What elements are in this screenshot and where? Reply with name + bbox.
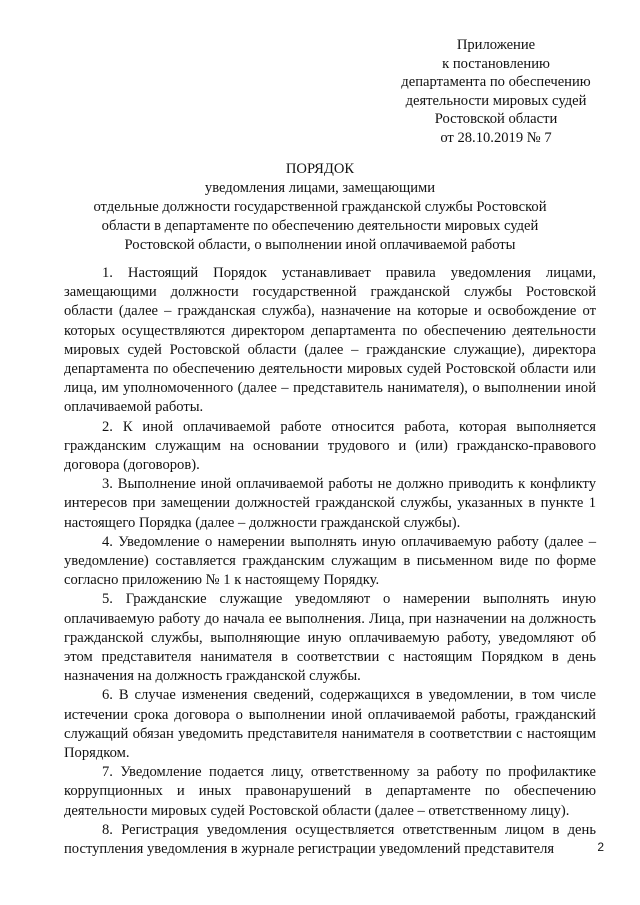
heading-line: отдельные должности государственной гражданской службы Ростовской bbox=[93, 199, 547, 215]
paragraph-4: 4. Уведомление о намерении выполнять иную оплачиваемую работу (далее – уведомление) составляется гражданским служащим в письменном виде по форме согласно приложению № 1 к настоящему Порядку. bbox=[64, 533, 596, 589]
appendix-line: от 28.10.2019 № 7 bbox=[440, 129, 552, 146]
document-body bbox=[64, 264, 596, 859]
paragraph-7: 7. Уведомление подается лицу, ответственному за работу по профилактике коррупционных и иных правонарушений в департаменте по обеспечению деятельности мировых судей Ростовской области (далее – ответственному лицу). bbox=[64, 764, 596, 819]
appendix-block bbox=[384, 36, 608, 148]
paragraph-2: 2. К иной оплачиваемой работе относится работа, которая выполняется гражданским служащим на основании трудового и (или) гражданско-правового договора (договоров). bbox=[64, 418, 596, 474]
paragraph-1: 1. Настоящий Порядок устанавливает правила уведомления лицами, замещающими должности государственной гражданской службы Ростовской области (далее – гражданская служба), назначение на которые и освобождение от которых осуществляются директором департамента по обеспечению деятельности мировых судей Ростовской области (далее – гражданские служащие), директора департамента по обеспечению деятельности мировых судей Ростовской области или лица, им уполномоченного (далее – представитель нанимателя), о выполнении иной оплачиваемой работы. bbox=[64, 265, 596, 416]
appendix-line: Ростовской области bbox=[434, 111, 558, 128]
appendix-line: деятельности мировых судей bbox=[405, 92, 587, 109]
appendix-line: Приложение bbox=[456, 37, 536, 53]
appendix-line: департамента по обеспечению bbox=[401, 74, 591, 91]
paragraph-5: 5. Гражданские служащие уведомляют о намерении выполнять иную оплачиваемую работу до начала ее выполнения. Лица, при назначении на должность гражданской службы, выполняющие иную оплачиваемую работу, уведомляют об этом представителя нанимателя в соответствии с настоящим Порядком в день назначения на должность гражданской службы. bbox=[64, 591, 596, 685]
document-heading bbox=[64, 160, 576, 255]
paragraph-6: 6. В случае изменения сведений, содержащихся в уведомлении, в том числе истечении срока договора о выполнении иной оплачиваемой работы, гражданский служащий обязан уведомить представителя нанимателя в соответствии с настоящим Порядком. bbox=[64, 687, 596, 762]
heading-line: области в департаменте по обеспечению деятельности мировых судей bbox=[101, 218, 539, 234]
document-title: ПОРЯДОК bbox=[285, 161, 355, 177]
page-number: 2 bbox=[597, 840, 604, 854]
appendix-line: к постановлению bbox=[442, 55, 550, 72]
heading-line: уведомления лицами, замещающими bbox=[204, 180, 436, 196]
paragraph-3: 3. Выполнение иной оплачиваемой работы не должно приводить к конфликту интересов при замещении должностей гражданской службы, указанных в пункте 1 настоящего Порядка (далее – должности гражданской службы). bbox=[64, 476, 596, 531]
paragraph-8: 8. Регистрация уведомления осуществляется ответственным лицом в день поступления уведомления в журнале регистрации уведомлений представителя bbox=[64, 821, 596, 858]
heading-line: Ростовской области, о выполнении иной оплачиваемой работы bbox=[124, 237, 516, 253]
